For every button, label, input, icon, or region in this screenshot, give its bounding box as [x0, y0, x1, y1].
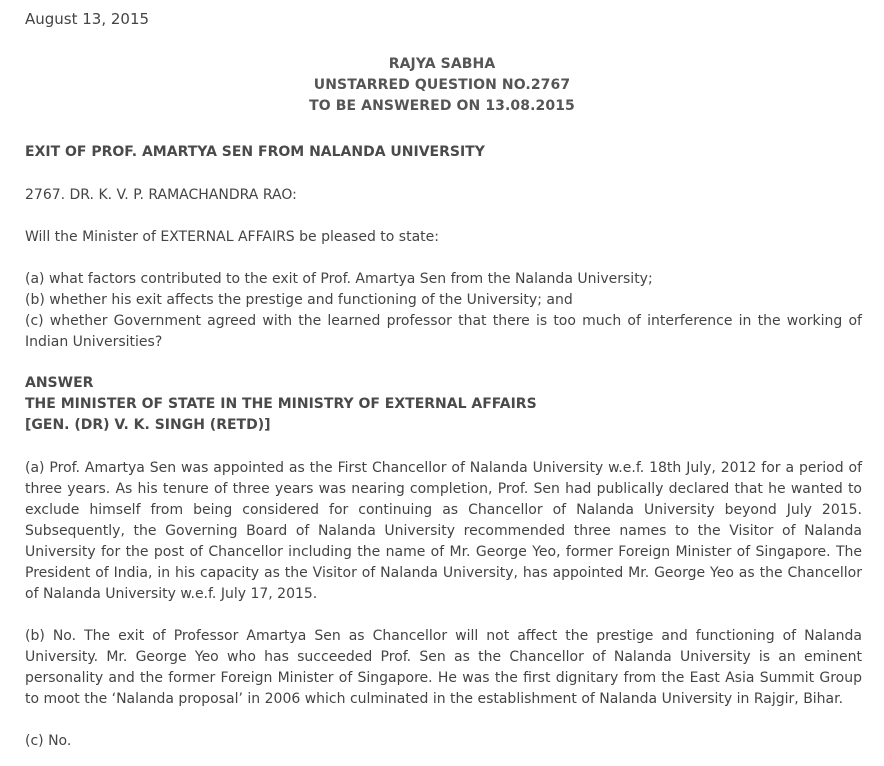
question-subject: EXIT OF PROF. AMARTYA SEN FROM NALANDA UNIVERSITY [25, 144, 485, 160]
question-prompt: Will the Minister of EXTERNAL AFFAIRS be pleased to state: [25, 229, 439, 245]
question-c: (c) whether Government agreed with the learned professor that there is too much of interference in the working of Indian Universities? [25, 313, 862, 350]
publication-date: August 13, 2015 [25, 10, 150, 28]
question-number: UNSTARRED QUESTION NO.2767 [313, 77, 571, 93]
house-name: RAJYA SABHA [388, 56, 496, 72]
question-b: (b) whether his exit affects the prestige and functioning of the University; and [25, 292, 573, 308]
answer-label: ANSWER [25, 375, 94, 391]
answer-date: TO BE ANSWERED ON 13.08.2015 [309, 98, 575, 114]
question-a: (a) what factors contributed to the exit of Prof. Amartya Sen from the Nalanda University; [25, 271, 653, 287]
answer-b: (b) No. The exit of Professor Amartya Sen as Chancellor will not affect the prestige and functioning of Nalanda University. Mr. George Yeo who has succeeded Prof. Sen as the Chancellor of Nalanda University is an eminent personality and the former Foreign Minister of Singapore. He was the first dignitary from the East Asia Summit Group to moot the ‘Nalanda proposal’ in 2006 which culminated in the establishment of Nalanda University in Rajgir, Bihar. [25, 628, 862, 707]
answering-minister: THE MINISTER OF STATE IN THE MINISTRY OF EXTERNAL AFFAIRS [25, 396, 537, 412]
answer-a: (a) Prof. Amartya Sen was appointed as the First Chancellor of Nalanda University w.e.f. 18th July, 2012 for a period of three years. As his tenure of three years was nearing completion, Prof. Sen had publically declared that he wanted to exclude himself from being considered for continuing as Chancellor of Nalanda University beyond July 2015. Subsequently, the Governing Board of Nalanda University recommended three names to the Visitor of Nalanda University for the post of Chancellor including the name of Mr. George Yeo, former Foreign Minister of Singapore. The President of India, in his capacity as the Visitor of Nalanda University, has appointed Mr. George Yeo as the Chancellor of Nalanda University w.e.f. July 17, 2015. [25, 460, 862, 602]
answer-c: (c) No. [25, 733, 72, 749]
minister-name: [GEN. (DR) V. K. SINGH (RETD)] [25, 417, 271, 433]
question-list [25, 269, 862, 353]
asker-name: 2767. DR. K. V. P. RAMACHANDRA RAO: [25, 187, 297, 203]
question-header [0, 54, 884, 117]
answer-heading [25, 373, 862, 436]
